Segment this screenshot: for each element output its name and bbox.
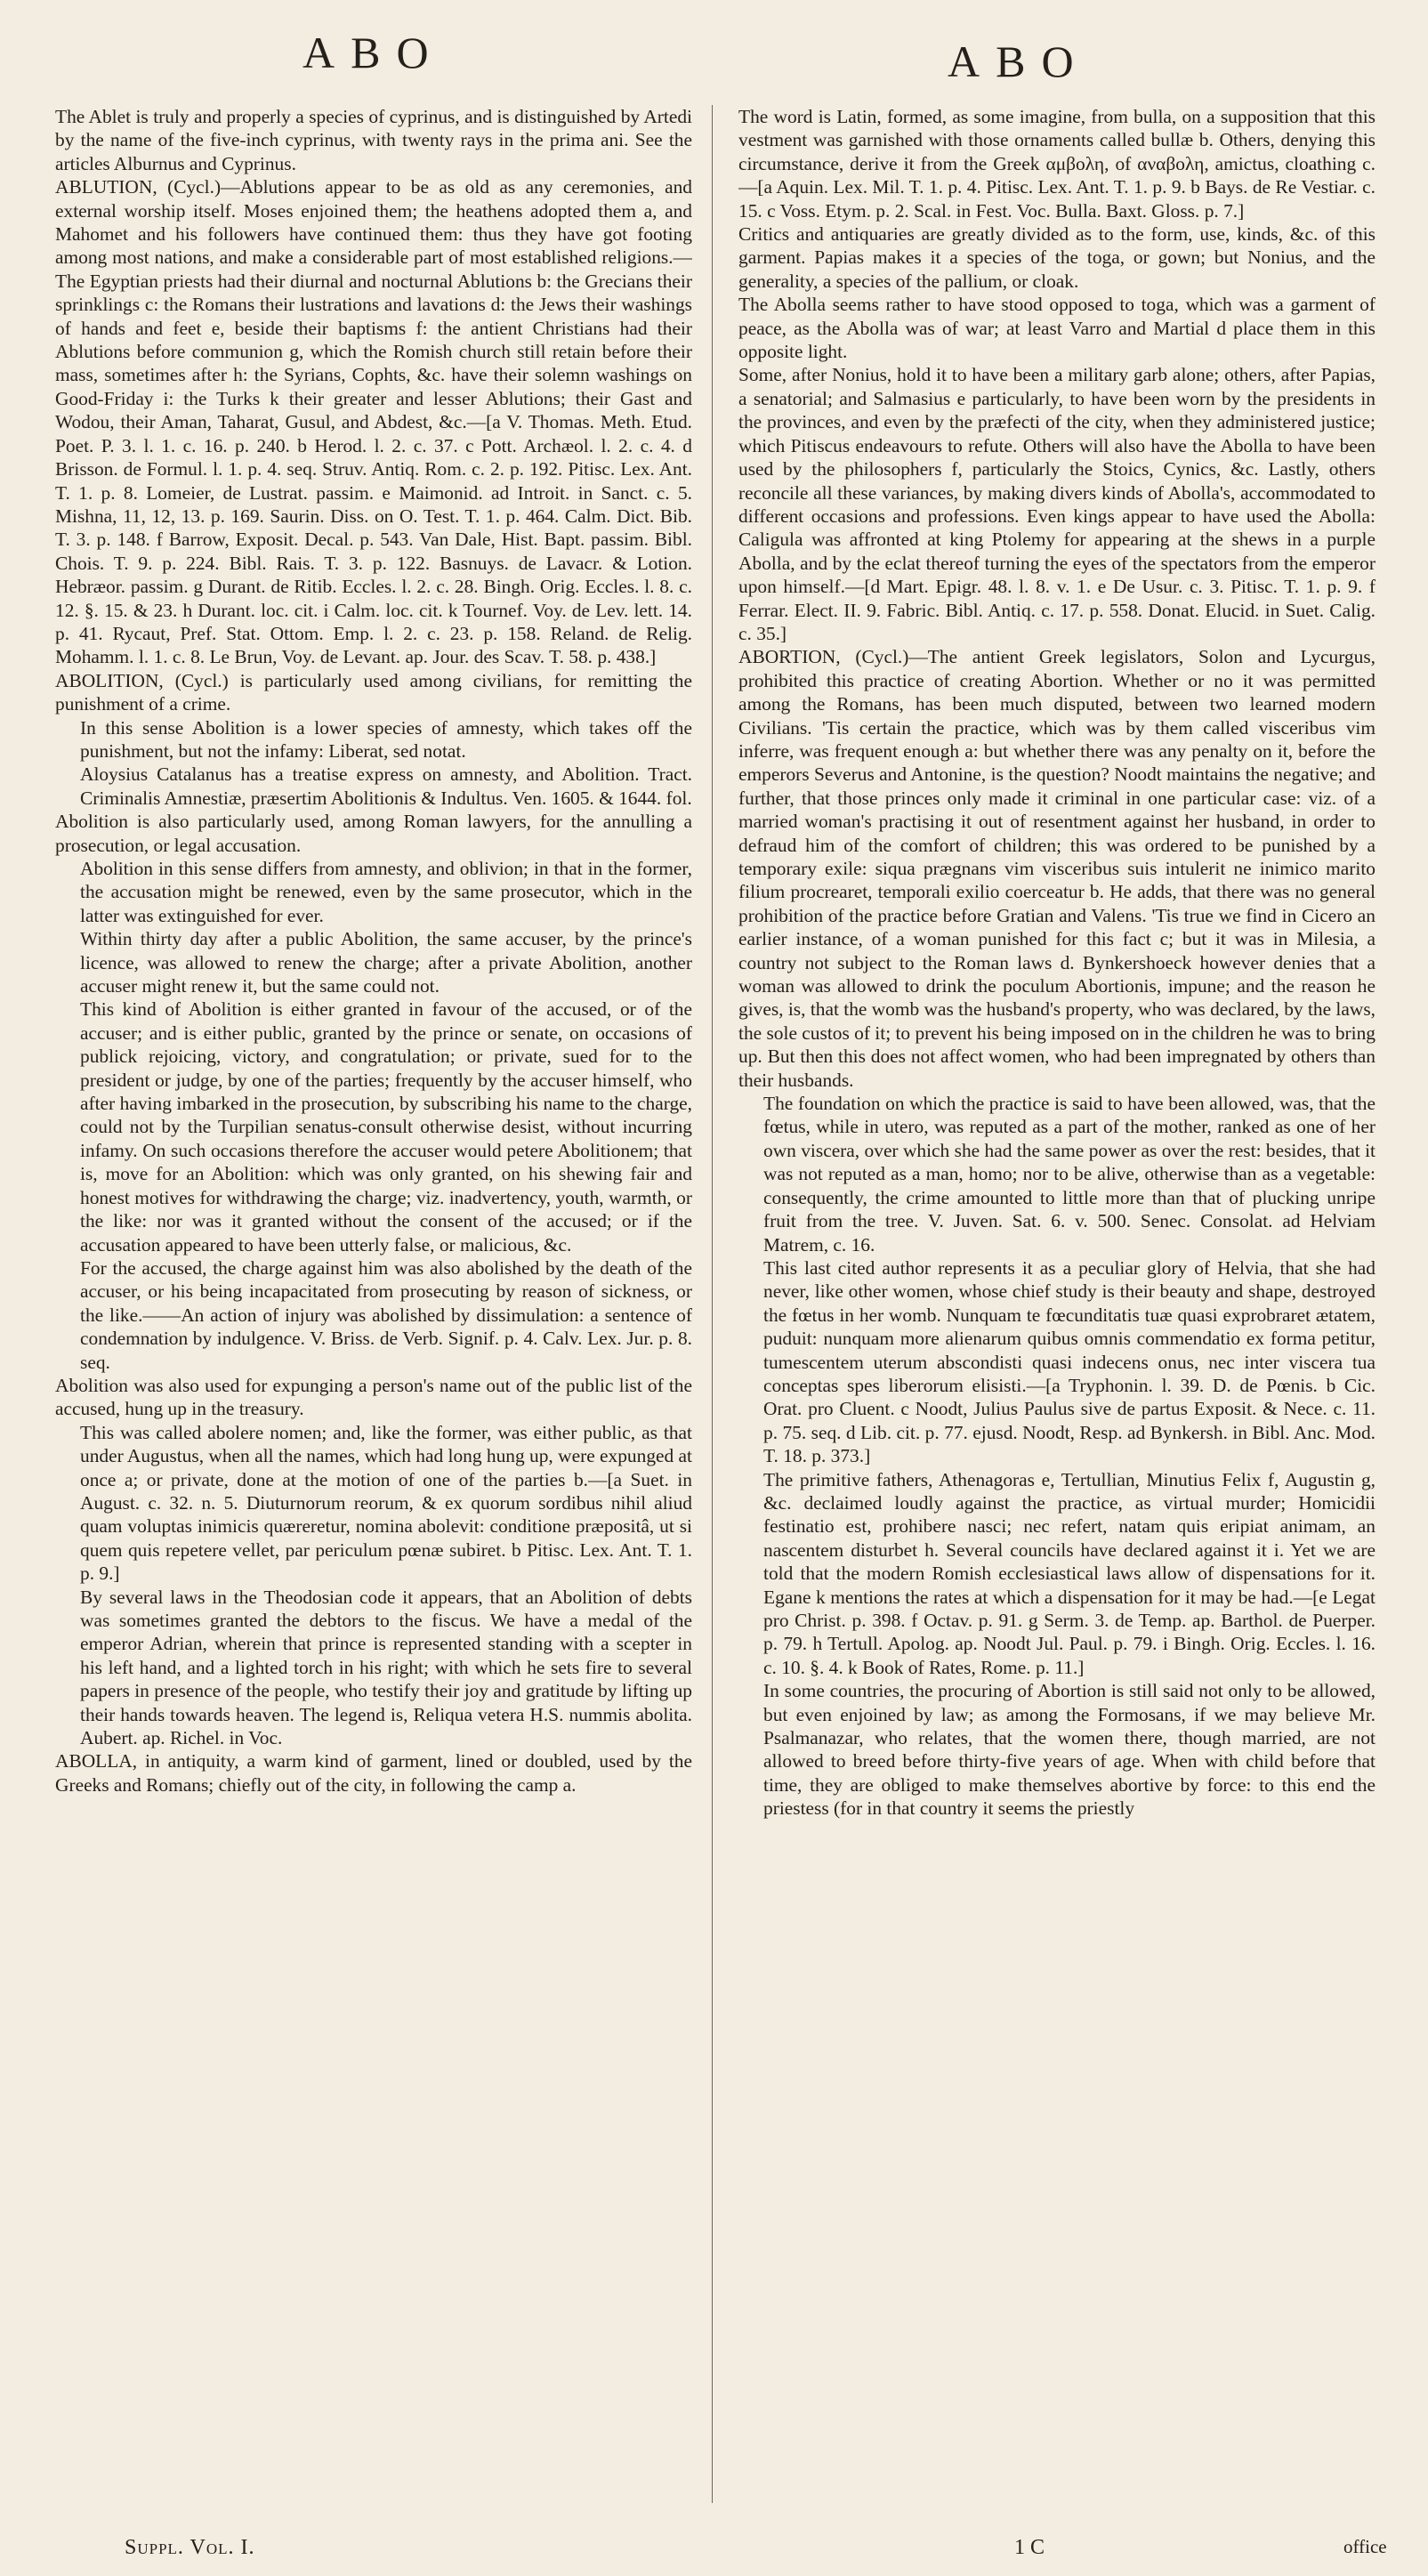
paragraph: This kind of Abolition is either granted in favour of the accused, or of the accuser; and is either public, granted by the prince or senate, on occasions of publick rejoicing, victory, and congratulation; or private, sued for to the president or judge, by one of the parties; frequently by the accuser himself, who after having imbarked in the prosecution, by subscribing his name to the charge, could not by the Turpilian senatus-consult otherwise desist, without incurring infamy. On such occasions therefore the accuser would petere Abolitionem; that is, move for an Abolition: which was only granted, on his shewing fair and honest motives for withdrawing the charge; viz. inadvertency, youth, warmth, or the like: nor was it granted without the consent of the accused; or if the accusation appeared to have been utterly false, or malicious, &c. [80,998,692,1256]
paragraph: The Abolla seems rather to have stood opposed to toga, which was a garment of peace, as the Abolla was of war; at least Varro and Martial d place them in this opposite light. [738,294,1376,363]
running-head-left: ABO [303,28,445,77]
entry-abolla: ABOLLA, in antiquity, a warm kind of garment, lined or doubled, used by the Greeks and Romans; chiefly out of the city, in following the camp a. [55,1750,692,1796]
paragraph: In some countries, the procuring of Abortion is still said not only to be allowed, but even enjoined by law; as among the Formosans, if we may believe Mr. Psalmanazar, who relates, that the women there, though married, are not allowed to breed before thirty-five years of age. When with child before that time, they are obliged to make themselves abortive by force: to this end the priestess (for in that country it seems the priestly [763,1680,1376,1820]
paragraph: Critics and antiquaries are greatly divided as to the form, use, kinds, &c. of this garment. Papias makes it a species of the toga, or gown; but Nonius, and the generality, a species of the pallium, or cloak. [738,223,1376,292]
paragraph: The word is Latin, formed, as some imagine, from bulla, on a supposition that this vestment was garnished with those ornaments called bullæ b. Others, denying this circumstance, derive it from the Greek αμβολη, of αναβολη, amictus, cloathing c.—[a Aquin. Lex. Mil. T. 1. p. 4. Pitisc. Lex. Ant. T. 1. p. 9. b Bays. de Re Vestiar. c. 15. c Voss. Etym. p. 2. Scal. in Fest. Voc. Bulla. Baxt. Gloss. p. 7.] [738,106,1376,222]
footer-volume: Suppl. Vol. I. [125,2536,255,2559]
right-column [738,105,1376,2507]
paragraph: By several laws in the Theodosian code it appears, that an Abolition of debts was sometimes granted the debtors to the fiscus. We have a medal of the emperor Adrian, wherein that prince is represented standing with a scepter in his left hand, and a lighted torch in his right; with which he sets fire to several papers in presence of the people, who testify their joy and gratitude by lifting up their hands towards heaven. The legend is, Reliqua vetera H.S. nummis abolita. Aubert. ap. Richel. in Voc. [80,1586,692,1749]
entry-abortion: ABORTION, (Cycl.)—The antient Greek legislators, Solon and Lycurgus, prohibited this practice of creating Abortion. Whether or no it was permitted among the Romans, has been much disputed, between two learned modern Civilians. 'Tis certain the practice, which was by them called visceribus vim inferre, was frequent enough a: but whether there was any penalty on it, before the emperors Severus and Antonine, is the question? Noodt maintains the negative; and further, that those princes only made it criminal in one particular case: viz. of a married woman's practising it out of resentment against her husband, in order to defraud him of the comfort of children; this was ordered to be punished by a temporary exile: siqua prægnans vim visceribus suis intulerit ne inimico marito filium procrearet, temporali exilio coerceatur b. He adds, that there was no general prohibition of the practice before Gratian and Valens. 'Tis true we find in Cicero an earlier instance, of a woman punished for this fact c; but it was in Milesia, a country not subject to the Roman laws d. Bynkershoeck however denies that a woman was allowed to drink the poculum Abortionis, impune; and the reason he gives, is, that the womb was the husband's property, who was declared, by the laws, the sole custos of it; to prevent his being imposed on in the children he was to bring up. But then this does not affect women, who had been impregnated by others than their husbands. [738,646,1376,1091]
paragraph: Aloysius Catalanus has a treatise express on amnesty, and Abolition. Tract. Criminalis Amnestiæ, præsertim Abolitionis & Indultus. Ven. 1605. & 1644. fol. [80,763,692,809]
paragraph: For the accused, the charge against him was also abolished by the death of the accuser, or his being incapacitated from prosecuting by reason of sickness, or the like.——An action of injury was abolished by dissimulation: a sentence of condemnation by indulgence. V. Briss. de Verb. Signif. p. 4. Calv. Lex. Jur. p. 8. seq. [80,1256,692,1373]
left-column [55,105,692,2507]
paragraph: Abolition in this sense differs from amnesty, and oblivion; in that in the former, the accusation might be renewed, even by the same prosecutor, which in the latter was extinguished for ever. [80,858,692,926]
paragraph-ablet: The Ablet is truly and properly a species of cyprinus, and is distinguished by Artedi by the name of the five-inch cyprinus, with twenty rays in the prima ani. See the articles Alburnus and Cyprinus. [55,106,692,174]
paragraph: This was called abolere nomen; and, like the former, was either public, as that under Augustus, when all the names, which had long hung up, were expunged at once a; or private, done at the motion of one of the parties b.—[a Suet. in August. c. 32. n. 5. Diuturnorum reorum, & ex quorum sordibus nihil aliud quam voluptas inimicis quæreretur, nomina abolevit: conditione præpositâ, ut si quem quis repetere vellet, par periculum pœnæ subiret. b Pitisc. Lex. Ant. T. 1. p. 9.] [80,1421,692,1585]
paragraph: The foundation on which the practice is said to have been allowed, was, that the fœtus, while in utero, was reputed as a part of the mother, ranked as one of her own viscera, over which she had the same power as over the rest: besides, that it was not reputed as a man, homo; nor to be alive, otherwise than as a vegetable: consequently, the crime amounted to little more than that of plucking unripe fruit from the tree. V. Juven. Sat. 6. v. 500. Senec. Consolat. ad Helviam Matrem, c. 16. [763,1093,1376,1256]
column-rule [712,105,713,2503]
paragraph: Abolition is also particularly used, among Roman lawyers, for the annulling a prosecution, or legal accusation. [55,811,692,856]
catchword: office [1343,2536,1387,2557]
paragraph: In this sense Abolition is a lower species of amnesty, which takes off the punishment, but not the infamy: Liberat, sed notat. [80,716,692,762]
entry-ablution: ABLUTION, (Cycl.)—Ablutions appear to be as old as any ceremonies, and external worship itself. Moses enjoined them; the heathens adopted them a, and Mahomet and his followers have continued them: thus they have got footing among most nations, and make a considerable part of most established religions.—The Egyptian priests had their diurnal and nocturnal Ablutions b: the Grecians their sprinklings c: the Romans their lustrations and lavations d: the Jews their washings of hands and feet e, beside their baptisms f: the antient Christians had their Ablutions before communion g, which the Romish church still retain before their mass, sometimes after h: the Syrians, Cophts, &c. have their solemn washings on Good-Friday i: the Turks k their greater and lesser Ablutions; their Gast and Wodou, their Aman, Taharat, Gusul, and Abdest, &c.—[a V. Thomas. Meth. Etud. Poet. P. 3. l. 1. c. 16. p. 240. b Herod. l. 2. c. 37. c Pott. Archæol. l. 2. c. 4. d Brisson. de Formul. l. 1. p. 4. seq. Struv. Antiq. Rom. c. 2. p. 192. Pitisc. Lex. Ant. T. 1. p. 8. Lomeier, de Lustrat. passim. e Maimonid. ad Introit. in Sanct. c. 5. Mishna, 11, 12, 13. p. 169. Saurin. Diss. on O. Test. T. 1. p. 464. Calm. Dict. Bib. T. 3. p. 148. f Barrow, Exposit. Decal. p. 543. Van Dale, Hist. Bapt. passim. Bibl. Chois. T. 9. p. 224. Bibl. Rais. T. 3. p. 122. Basnuys. de Lavacr. & Lotion. Hebræor. passim. g Durant. de Ritib. Eccles. l. 2. c. 28. Bingh. Orig. Eccles. l. 8. c. 12. §. 15. & 23. h Durant. loc. cit. i Calm. loc. cit. k Tournef. Voy. de Lev. lett. 14. p. 41. Rycaut, Pref. Stat. Ottom. Emp. l. 2. c. 23. p. 158. Reland. de Relig. Mohamm. l. 1. c. 8. Le Brun, Voy. de Levant. ap. Jour. des Scav. T. 58. p. 438.] [55,176,692,668]
paragraph: Within thirty day after a public Abolition, the same accuser, by the prince's licence, was allowed to renew the charge; after a private Abolition, another accuser might renew it, but the same could not. [80,928,692,997]
paragraph: The primitive fathers, Athenagoras e, Tertullian, Minutius Felix f, Augustin g, &c. declaimed loudly against the practice, as virtual murder; Homicidii festinatio est, prohibere nasci; nec refert, natam quis eripiat animam, an nascentem disturbet h. Several councils have declared against it i. Yet we are told that the modern Romish ecclesiastical laws allow of dispensations for it. Egane k mentions the rates at which a dispensation for it may be had.—[e Legat pro Christ. p. 398. f Octav. p. 91. g Serm. 3. de Temp. ap. Barthol. de Puerper. p. 79. h Tertull. Apolog. ap. Noodt Jul. Paul. p. 79. i Bingh. Orig. Eccles. l. 16. c. 10. §. 4. k Book of Rates, Rome. p. 11.] [763,1468,1376,1678]
entry-abolition: ABOLITION, (Cycl.) is particularly used among civilians, for remitting the punishment of a crime. [55,669,692,715]
running-head-right: ABO [948,36,1090,86]
paragraph: Abolition was also used for expunging a person's name out of the public list of the accused, hung up in the treasury. [55,1374,692,1420]
paragraph: Some, after Nonius, hold it to have been a military garb alone; others, after Papias, a senatorial; and Salmasius e particularly, to have been worn by the presidents in the provinces, and even by the præfecti of the city, when they administered justice; which Pitiscus endeavours to refute. Others will also have the Abolla to have been used by the philosophers f, particularly the Stoics, Cynics, &c. Lastly, others reconcile all these variances, by making divers kinds of Abolla's, accommodated to different occasions and professions. Even kings appear to have used the Abolla: Caligula was affronted at king Ptolemy for appearing at the shews in a purple Abolla, and by the eclat thereof turning the eyes of the spectators from the emperor upon himself.—[d Mart. Epigr. 48. l. 8. v. 1. e De Usur. c. 3. Pitisc. T. 1. p. 9. f Ferrar. Elect. II. 9. Fabric. Bibl. Antiq. c. 17. p. 558. Donat. Elucid. in Suet. Calig. c. 35.] [738,364,1376,644]
signature-mark: 1 C [1014,2536,1045,2559]
paragraph: This last cited author represents it as a peculiar glory of Helvia, that she had never, like other women, whose chief study is their beauty and shape, destroyed the fœtus in her womb. Nunquam te fœcunditatis tuæ quasi exprobraret ætatem, puduit: nunquam more alienarum quibus omnis commendatio ex forma petitur, tumescentem uterum abscondisti quasi indecens onus, nec inter viscera tua conceptas spes liberorum elisisti.—[a Tryphonin. l. 39. D. de Pœnis. b Cic. Orat. pro Cluent. c Noodt, Julius Paulus sive de partus Exposit. & Nece. c. 11. p. 75. seq. d Lib. cit. p. 77. ejusd. Noodt, Resp. ad Bynkersh. in Bibl. Anc. Mod. T. 18. p. 373.] [763,1256,1376,1467]
